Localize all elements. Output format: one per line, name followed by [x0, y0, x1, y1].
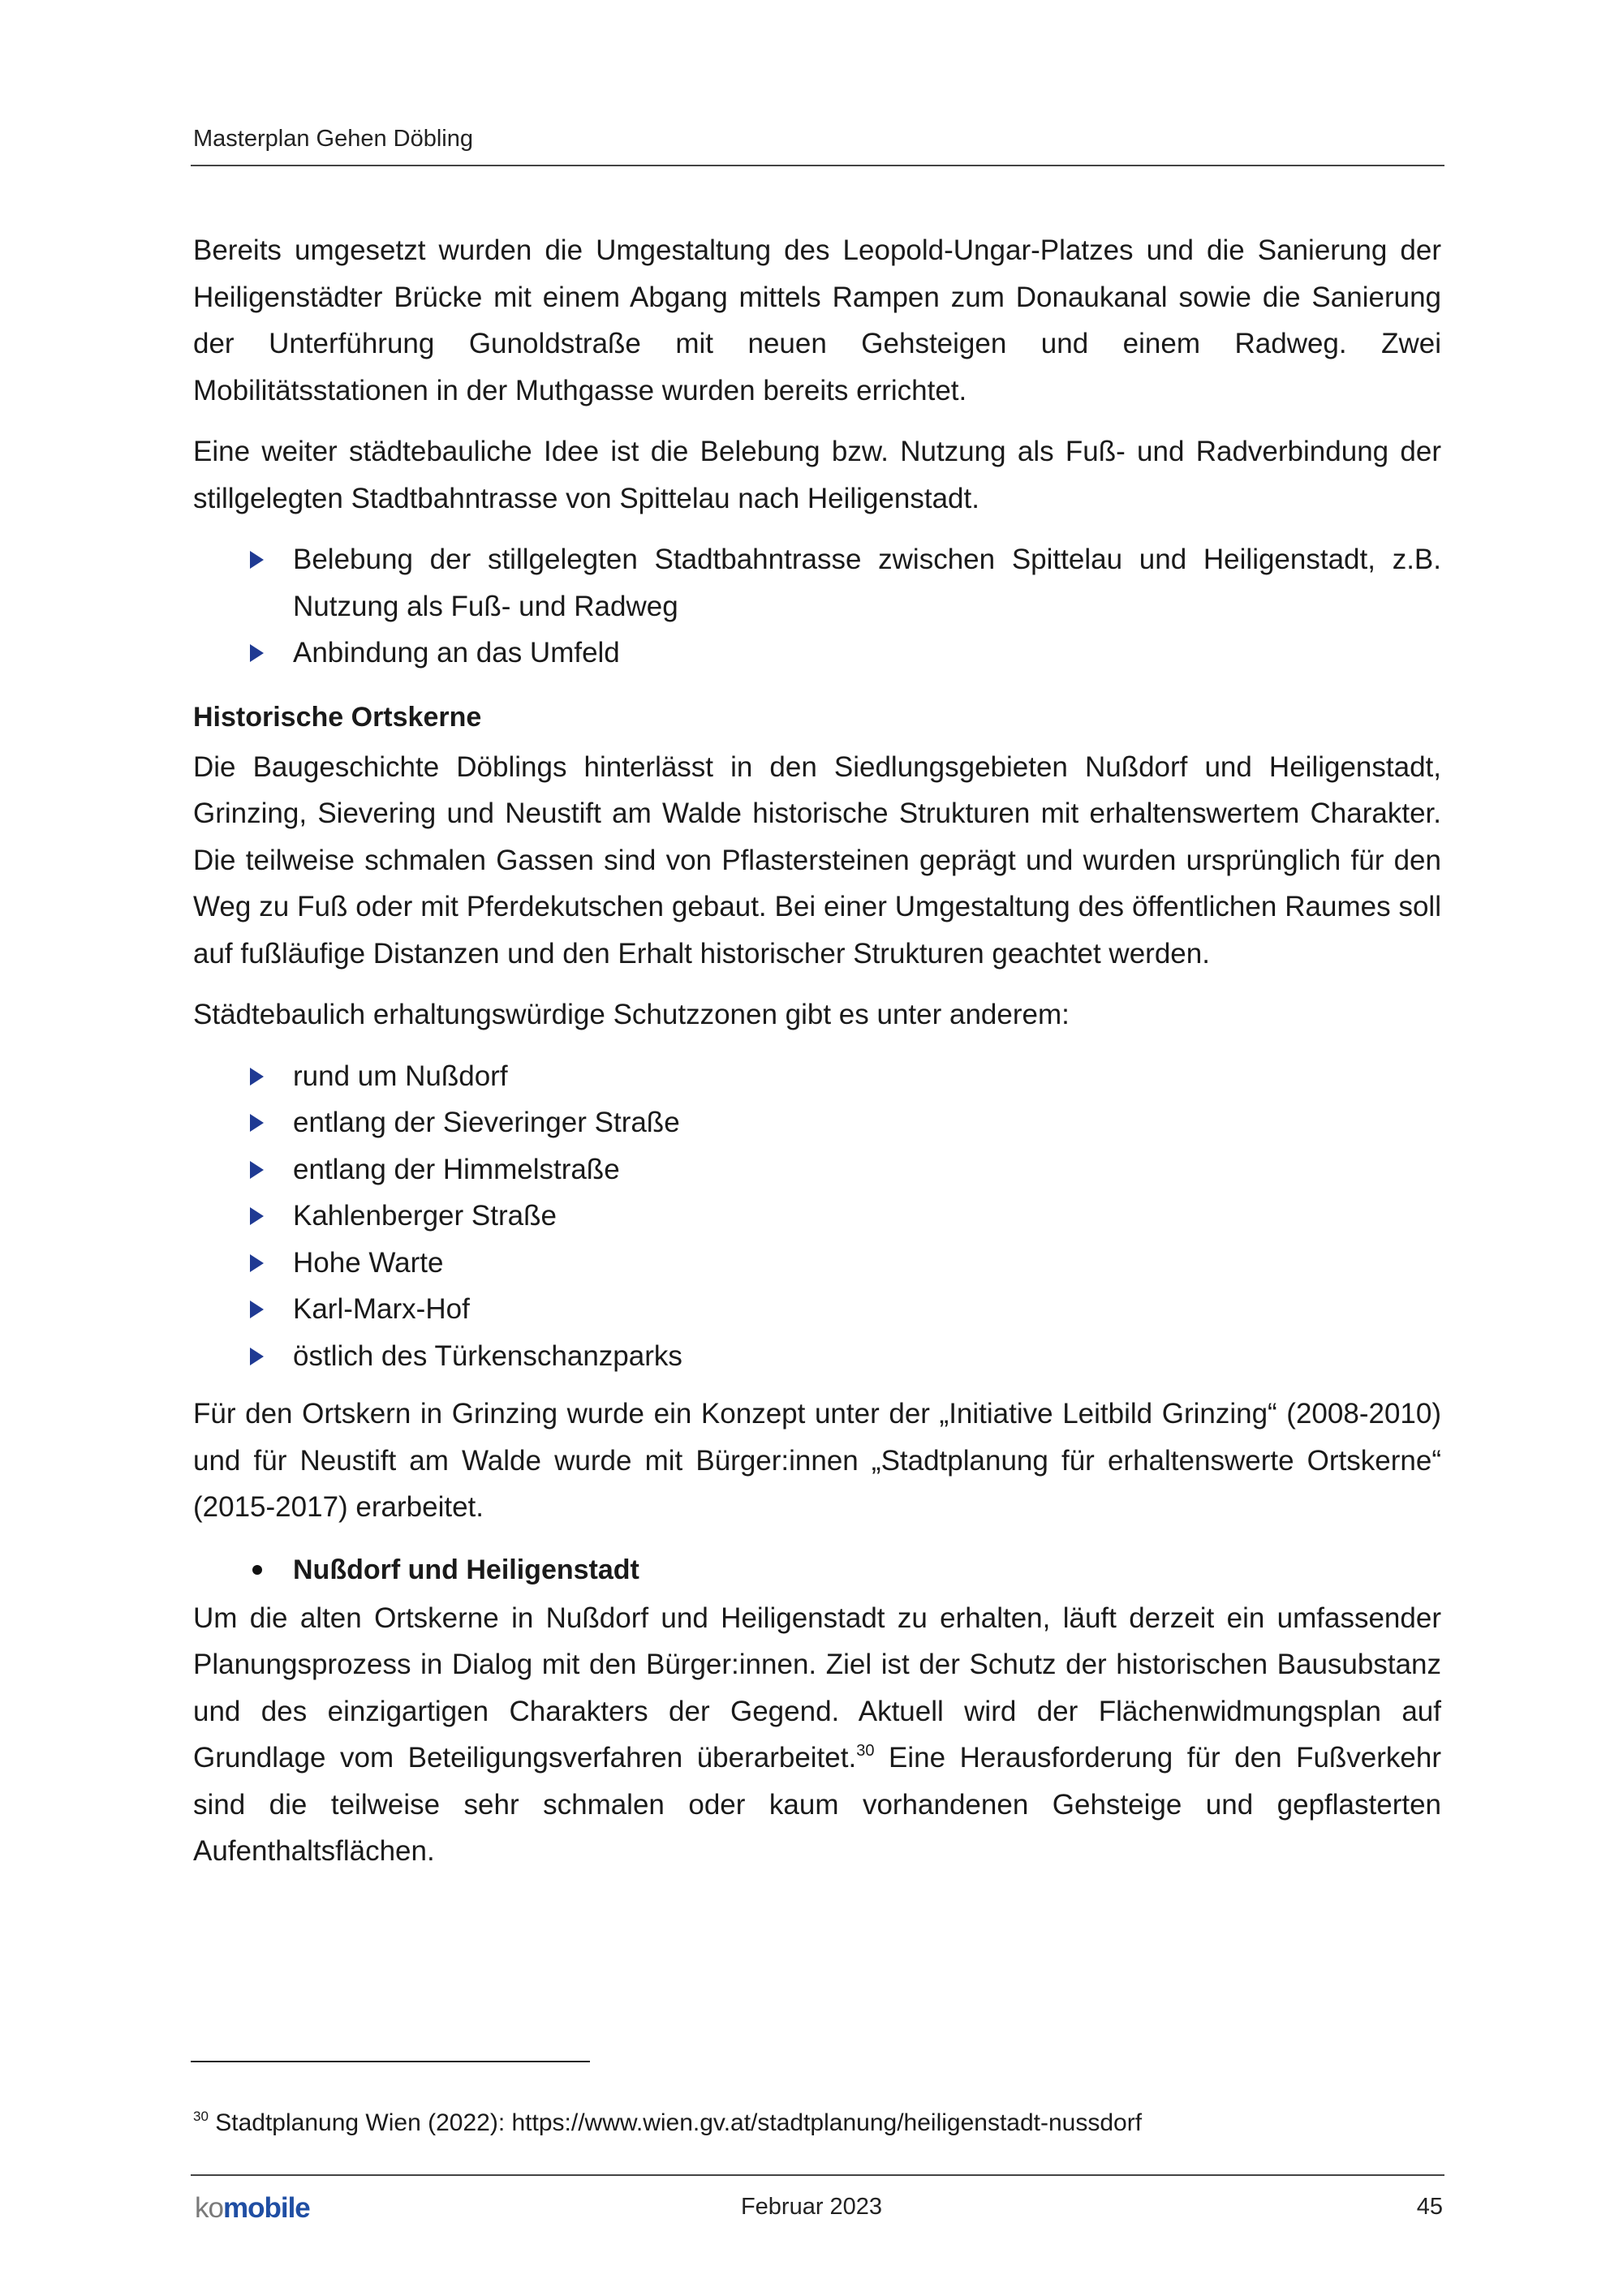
list-item: entlang der Sieveringer Straße — [193, 1099, 1441, 1146]
footnote: $^{30}$ Stadtplanung Wien (2022): https://www.wien.gv.at/stadtplanung/heiligenstadt-nussdorf — [193, 2109, 1143, 2136]
list-item: rund um Nußdorf — [193, 1053, 1441, 1100]
paragraph: Um die alten Ortskerne in Nußdorf und Heiligenstadt zu erhalten, läuft derzeit ein umfassender Planungsprozess in Dialog mit den Bürger:innen. Ziel ist der Schutz der historischen Bausubstanz und des einzigartigen Charakters der Gegend. Aktuell wird der Flächenwidmungsplan auf Grundlage vom Beteiligungsverfahren überarbeitet.$^{30}$ Eine Herausforderung für den Fußverkehr sind die teilweise sehr schmalen oder kaum vorhandenen Gehsteige und gepflasterten Aufenthaltsflächen. — [193, 1602, 1442, 1867]
triangle-bullet-icon — [250, 1254, 264, 1272]
list-item: östlich des Türkenschanzparks — [193, 1333, 1441, 1380]
triangle-bullet-icon — [250, 1161, 264, 1179]
page-number: 45 — [1416, 2194, 1443, 2220]
list-item: Hohe Warte — [193, 1240, 1441, 1287]
list-item: entlang der Himmelstraße — [193, 1146, 1441, 1193]
triangle-bullet-icon — [250, 551, 264, 569]
paragraph: Städtebaulich erhaltungswürdige Schutzzonen gibt es unter anderem: — [193, 999, 1070, 1030]
paragraph: Bereits umgesetzt wurden die Umgestaltung des Leopold-Ungar-Platzes und die Sanierung der Heiligenstädter Brücke mit einem Abgang mittels Rampen zum Donaukanal sowie die Sanierung der Unterführung Gunoldstraße mit neuen Gehsteigen und einem Radweg. Zwei Mobilitätsstationen in der Muthgasse wurden bereits errichtet. — [193, 234, 1441, 406]
header-divider — [191, 165, 1444, 166]
triangle-bullet-icon — [250, 1207, 264, 1225]
list-item: Kahlenberger Straße — [193, 1193, 1441, 1240]
komobile-logo: komobile — [195, 2192, 310, 2224]
triangle-bullet-icon — [250, 644, 264, 662]
section-heading: Historische Ortskerne — [193, 701, 482, 733]
bullet-list — [193, 1053, 1441, 1380]
footer-divider — [191, 2174, 1444, 2176]
paragraph: Eine weiter städtebauliche Idee ist die Belebung bzw. Nutzung als Fuß- und Radverbindung der stillgelegten Stadtbahntrasse von Spittelau nach Heiligenstadt. — [193, 436, 1441, 514]
list-item: Anbindung an das Umfeld — [193, 630, 1441, 677]
list-item: Karl-Marx-Hof — [193, 1286, 1441, 1333]
footnote-divider — [191, 2061, 590, 2062]
paragraph: Für den Ortskern in Grinzing wurde ein Konzept unter der „Initiative Leitbild Grinzing“ (2008-2010) und für Neustift am Walde wurde mit Bürger:innen „Stadtplanung für erhaltenswerte Ortskerne“ (2015-2017) erarbeitet. — [193, 1398, 1441, 1523]
paragraph: Die Baugeschichte Döblings hinterlässt in den Siedlungsgebieten Nußdorf und Heiligenstadt, Grinzing, Sievering und Neustift am Walde historische Strukturen mit erhaltenswertem Charakter. Die teilweise schmalen Gassen sind von Pflastersteinen geprägt und wurden ursprünglich für den Weg zu Fuß oder mit Pferdekutschen gebaut. Bei einer Umgestaltung des öffentlichen Raumes soll auf fußläufige Distanzen und den Erhalt historischer Strukturen geachtet werden. — [193, 750, 1441, 970]
footnote-number: 30 — [193, 2109, 209, 2124]
list-item: Belebung der stillgelegten Stadtbahntrasse zwischen Spittelau und Heiligenstadt, z.B. Nutzung als Fuß- und Radweg — [193, 536, 1441, 630]
triangle-bullet-icon — [250, 1301, 264, 1318]
dot-bullet-icon — [252, 1565, 262, 1575]
footnote-reference[interactable]: 30 — [856, 1742, 875, 1760]
running-header: Masterplan Gehen Döbling — [193, 126, 473, 152]
main-content — [193, 227, 1441, 1875]
subsection-heading: Nußdorf und Heiligenstadt — [193, 1547, 1441, 1593]
bullet-list — [193, 536, 1441, 677]
triangle-bullet-icon — [250, 1068, 264, 1086]
triangle-bullet-icon — [250, 1348, 264, 1365]
triangle-bullet-icon — [250, 1114, 264, 1132]
footer-date: Februar 2023 — [740, 2194, 883, 2220]
